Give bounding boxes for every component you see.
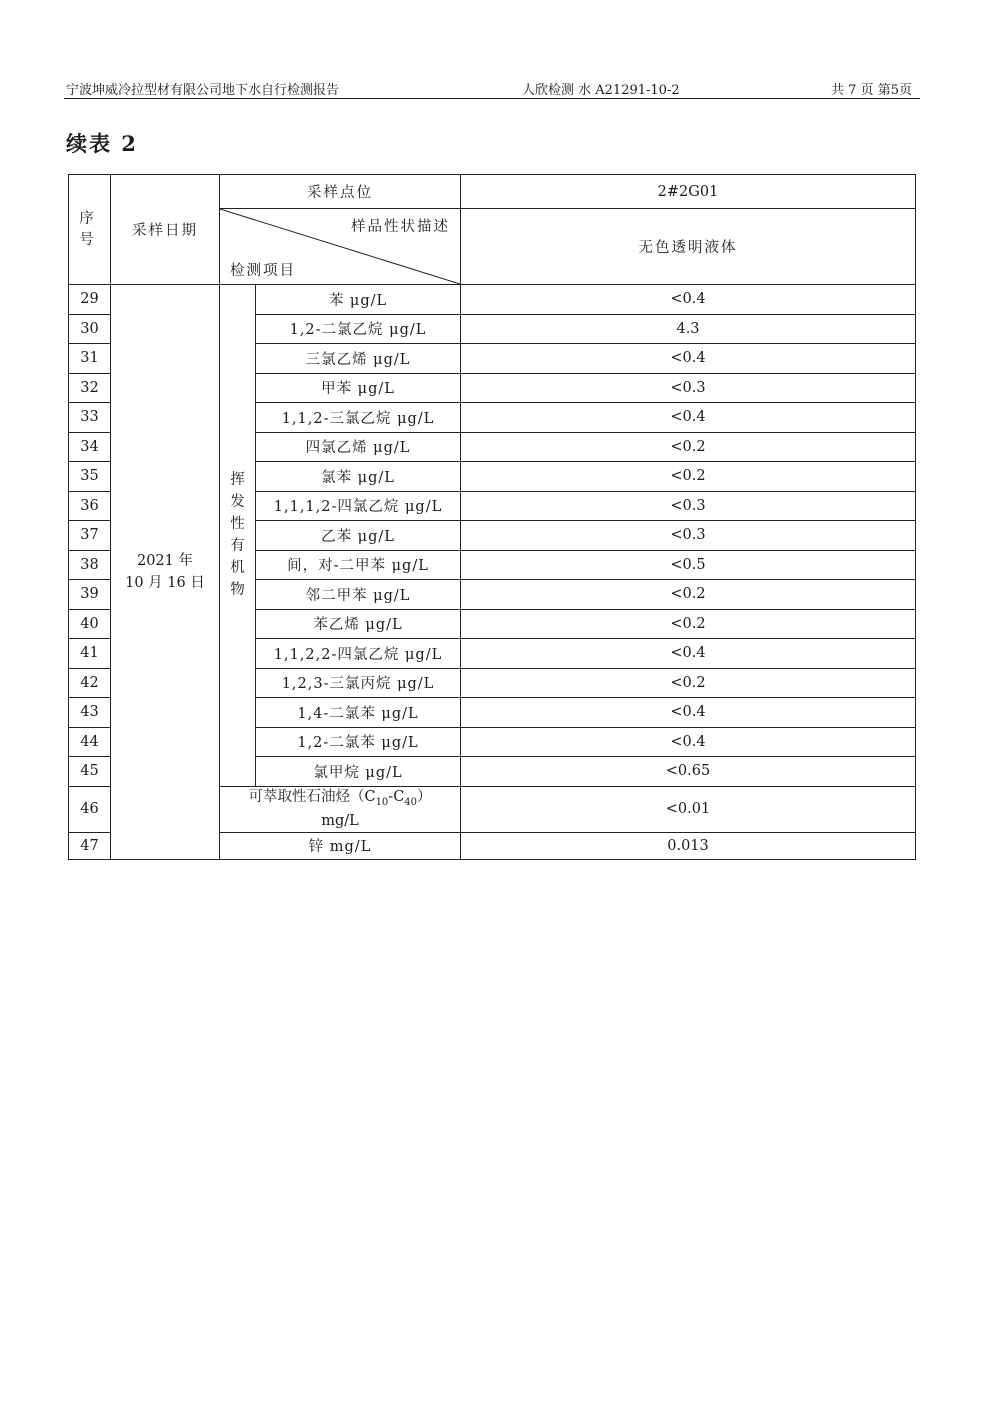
header-report-title: 宁波坤威冷拉型材有限公司地下水自行检测报告 — [66, 83, 340, 98]
test-item: 锌 mg/L — [220, 832, 461, 859]
test-item: 苯 μg/L — [256, 285, 461, 315]
row-number: 42 — [69, 668, 111, 698]
test-item: 氯甲烷 μg/L — [256, 757, 461, 787]
table-title: 续表 2 — [66, 131, 138, 156]
test-item: 四氯乙烯 μg/L — [256, 432, 461, 462]
result-value: <0.65 — [461, 757, 916, 787]
row-number: 37 — [69, 521, 111, 551]
row-number: 30 — [69, 314, 111, 344]
result-value: <0.4 — [461, 344, 916, 374]
page-header — [64, 78, 920, 99]
test-item: 1,4-二氯苯 μg/L — [256, 698, 461, 728]
result-value: <0.4 — [461, 698, 916, 728]
sampling-date-line: 10 月 16 日 — [125, 574, 205, 591]
test-item: 甲苯 μg/L — [256, 373, 461, 403]
point-value: 2#2G01 — [461, 175, 916, 209]
test-item-petroleum-hydrocarbons — [220, 786, 461, 832]
row-number: 41 — [69, 639, 111, 669]
test-item-name: 可萃取性石油烃$(C_{10}-C_{40})$ — [248, 789, 432, 808]
result-value: 0.013 — [461, 832, 916, 859]
row-number: 36 — [69, 491, 111, 521]
sampling-date-line: 2021 年 — [136, 552, 193, 569]
result-value: <0.3 — [461, 373, 916, 403]
diagonal-header-cell — [220, 209, 461, 285]
header-page-number: 共 7 页 第5页 — [831, 83, 912, 98]
category-char: 机 — [230, 560, 245, 577]
category-char: 挥 — [230, 472, 245, 489]
desc-value: 无色透明液体 — [461, 209, 916, 285]
item-label: 检测项目 — [230, 263, 296, 279]
test-item: 1,2,3-三氯丙烷 μg/L — [256, 668, 461, 698]
test-item: 1,2-二氯苯 μg/L — [256, 727, 461, 757]
result-value: <0.4 — [461, 403, 916, 433]
row-number: 34 — [69, 432, 111, 462]
test-item: 三氯乙烯 μg/L — [256, 344, 461, 374]
category-char: 有 — [230, 538, 245, 555]
result-value: <0.4 — [461, 639, 916, 669]
category-char: 发 — [230, 494, 245, 511]
category-char: 物 — [230, 582, 245, 599]
test-item: 1,2-二氯乙烷 μg/L — [256, 314, 461, 344]
result-value: 4.3 — [461, 314, 916, 344]
test-item: 苯乙烯 μg/L — [256, 609, 461, 639]
test-item: 1,1,1,2-四氯乙烷 μg/L — [256, 491, 461, 521]
row-number: 33 — [69, 403, 111, 433]
test-item: 1,1,2,2-四氯乙烷 μg/L — [256, 639, 461, 669]
category-cell — [220, 285, 256, 787]
row-number: 39 — [69, 580, 111, 610]
category-char: 性 — [230, 516, 245, 533]
result-value: <0.3 — [461, 491, 916, 521]
result-value: <0.2 — [461, 668, 916, 698]
row-number: 40 — [69, 609, 111, 639]
date-header: 采样日期 — [111, 175, 220, 285]
result-value: <0.2 — [461, 432, 916, 462]
result-value: <0.01 — [461, 786, 916, 832]
test-item-unit: mg/L — [321, 812, 359, 829]
point-label: 采样点位 — [220, 175, 461, 209]
row-number: 32 — [69, 373, 111, 403]
result-value: <0.2 — [461, 580, 916, 610]
test-item: 间，对-二甲苯 μg/L — [256, 550, 461, 580]
row-number: 45 — [69, 757, 111, 787]
row-number: 46 — [69, 786, 111, 832]
result-value: <0.3 — [461, 521, 916, 551]
desc-label: 样品性状描述 — [351, 219, 450, 235]
test-item: 氯苯 μg/L — [256, 462, 461, 492]
header-row-point — [69, 175, 916, 209]
sampling-date-cell — [111, 285, 220, 860]
test-item: 邻二甲苯 μg/L — [256, 580, 461, 610]
result-value: <0.4 — [461, 727, 916, 757]
result-value: <0.2 — [461, 609, 916, 639]
header-report-number: 人欣检测 水 A21291-10-2 — [522, 83, 680, 98]
result-value: <0.2 — [461, 462, 916, 492]
row-number: 31 — [69, 344, 111, 374]
row-number: 43 — [69, 698, 111, 728]
table-row — [69, 285, 916, 315]
result-value: <0.5 — [461, 550, 916, 580]
result-value: <0.4 — [461, 285, 916, 315]
row-number: 35 — [69, 462, 111, 492]
row-number: 38 — [69, 550, 111, 580]
results-table — [68, 174, 916, 860]
row-number: 44 — [69, 727, 111, 757]
test-item: 乙苯 μg/L — [256, 521, 461, 551]
test-item: 1,1,2-三氯乙烷 μg/L — [256, 403, 461, 433]
seq-header: 序 号 — [69, 175, 111, 285]
row-number: 29 — [69, 285, 111, 315]
row-number: 47 — [69, 832, 111, 859]
